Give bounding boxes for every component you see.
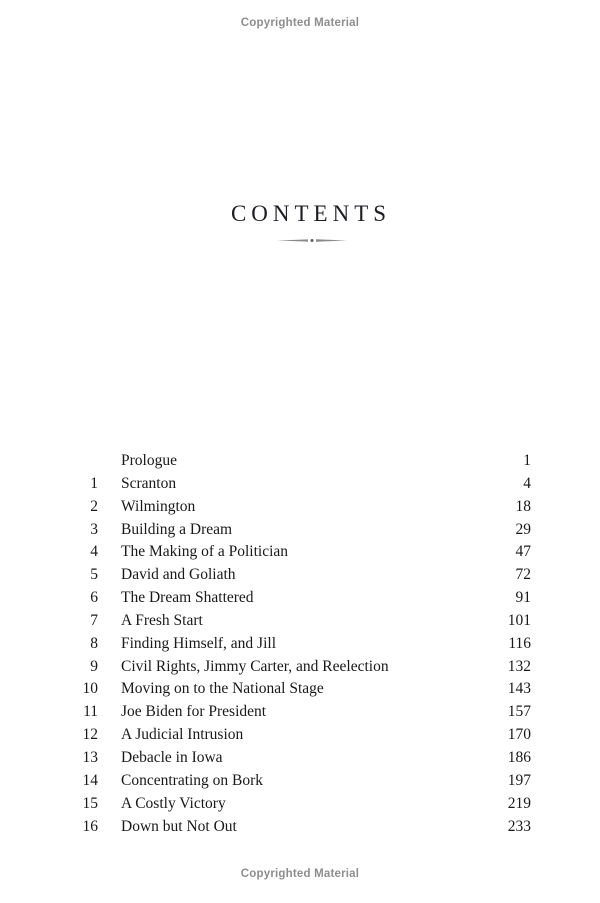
chapter-number: 13 bbox=[82, 748, 98, 766]
toc-entry bbox=[80, 656, 531, 679]
chapter-title: Joe Biden for President bbox=[121, 703, 267, 721]
chapter-title: The Making of a Politician bbox=[121, 543, 289, 561]
chapter-page: 219 bbox=[507, 794, 531, 812]
chapter-title: David and Goliath bbox=[121, 566, 236, 584]
chapter-page: 4 bbox=[523, 474, 531, 492]
chapter-page: 197 bbox=[507, 771, 531, 789]
toc-entry bbox=[80, 564, 531, 587]
chapter-page: 101 bbox=[507, 611, 531, 629]
toc-entry bbox=[80, 747, 531, 770]
chapter-title: Building a Dream bbox=[121, 520, 233, 538]
chapter-number: 16 bbox=[82, 817, 98, 835]
chapter-number: 1 bbox=[90, 474, 98, 492]
chapter-number: 11 bbox=[83, 703, 98, 721]
chapter-number: 5 bbox=[90, 566, 98, 584]
chapter-title: Finding Himself, and Jill bbox=[121, 634, 276, 652]
toc-entry bbox=[80, 633, 531, 656]
chapter-number: 7 bbox=[90, 611, 98, 629]
toc-list bbox=[80, 450, 531, 838]
chapter-number: 10 bbox=[82, 680, 98, 698]
toc-entry bbox=[80, 450, 531, 473]
toc-entry bbox=[80, 541, 531, 564]
chapter-title: Prologue bbox=[121, 452, 177, 469]
chapter-title: Down but Not Out bbox=[121, 817, 237, 835]
toc-entry bbox=[80, 793, 531, 816]
chapter-title: Concentrating on Bork bbox=[121, 771, 264, 789]
toc-entry bbox=[80, 724, 531, 747]
chapter-number: 15 bbox=[82, 794, 98, 812]
toc-entry bbox=[80, 678, 531, 701]
toc-entry bbox=[80, 496, 531, 519]
chapter-title: Civil Rights, Jimmy Carter, and Reelection bbox=[121, 657, 389, 675]
chapter-page: 47 bbox=[515, 543, 531, 561]
page-title: CONTENTS bbox=[230, 201, 392, 226]
chapter-page: 72 bbox=[515, 566, 531, 584]
copyright-notice-bottom: Copyrighted Material bbox=[240, 868, 360, 880]
toc-entry bbox=[80, 610, 531, 633]
chapter-title: The Dream Shattered bbox=[121, 589, 254, 607]
chapter-page: 186 bbox=[507, 748, 531, 766]
chapter-number: 4 bbox=[90, 543, 98, 561]
toc-entry bbox=[80, 587, 531, 610]
chapter-page: 233 bbox=[507, 817, 531, 835]
divider-ornament bbox=[277, 236, 347, 245]
chapter-page: 143 bbox=[507, 680, 531, 698]
chapter-number: 2 bbox=[90, 497, 98, 515]
chapter-number: 8 bbox=[90, 634, 98, 652]
chapter-title: Debacle in Iowa bbox=[121, 748, 223, 766]
toc-entry bbox=[80, 770, 531, 793]
chapter-number: 12 bbox=[82, 726, 98, 744]
chapter-page: 29 bbox=[515, 520, 531, 538]
chapter-title: Scranton bbox=[121, 474, 177, 492]
chapter-page: 132 bbox=[507, 657, 531, 675]
chapter-number: 14 bbox=[82, 771, 98, 789]
chapter-number: 3 bbox=[90, 520, 98, 538]
toc-entry bbox=[80, 816, 531, 839]
chapter-title: Wilmington bbox=[121, 497, 196, 515]
chapter-page: 1 bbox=[523, 452, 531, 469]
chapter-number: 9 bbox=[90, 657, 98, 675]
toc-entry bbox=[80, 473, 531, 496]
chapter-page: 157 bbox=[507, 703, 531, 721]
chapter-title: Moving on to the National Stage bbox=[121, 680, 324, 698]
chapter-page: 18 bbox=[515, 497, 531, 515]
chapter-page: 170 bbox=[507, 726, 531, 744]
chapter-page: 91 bbox=[515, 589, 531, 607]
copyright-notice-top: Copyrighted Material bbox=[240, 17, 360, 29]
chapter-title: A Costly Victory bbox=[121, 794, 226, 812]
toc-entry bbox=[80, 519, 531, 542]
chapter-title: A Judicial Intrusion bbox=[121, 726, 244, 744]
chapter-title: A Fresh Start bbox=[121, 611, 203, 629]
toc-entry bbox=[80, 701, 531, 724]
chapter-number: 6 bbox=[90, 589, 98, 607]
chapter-page: 116 bbox=[508, 634, 531, 652]
